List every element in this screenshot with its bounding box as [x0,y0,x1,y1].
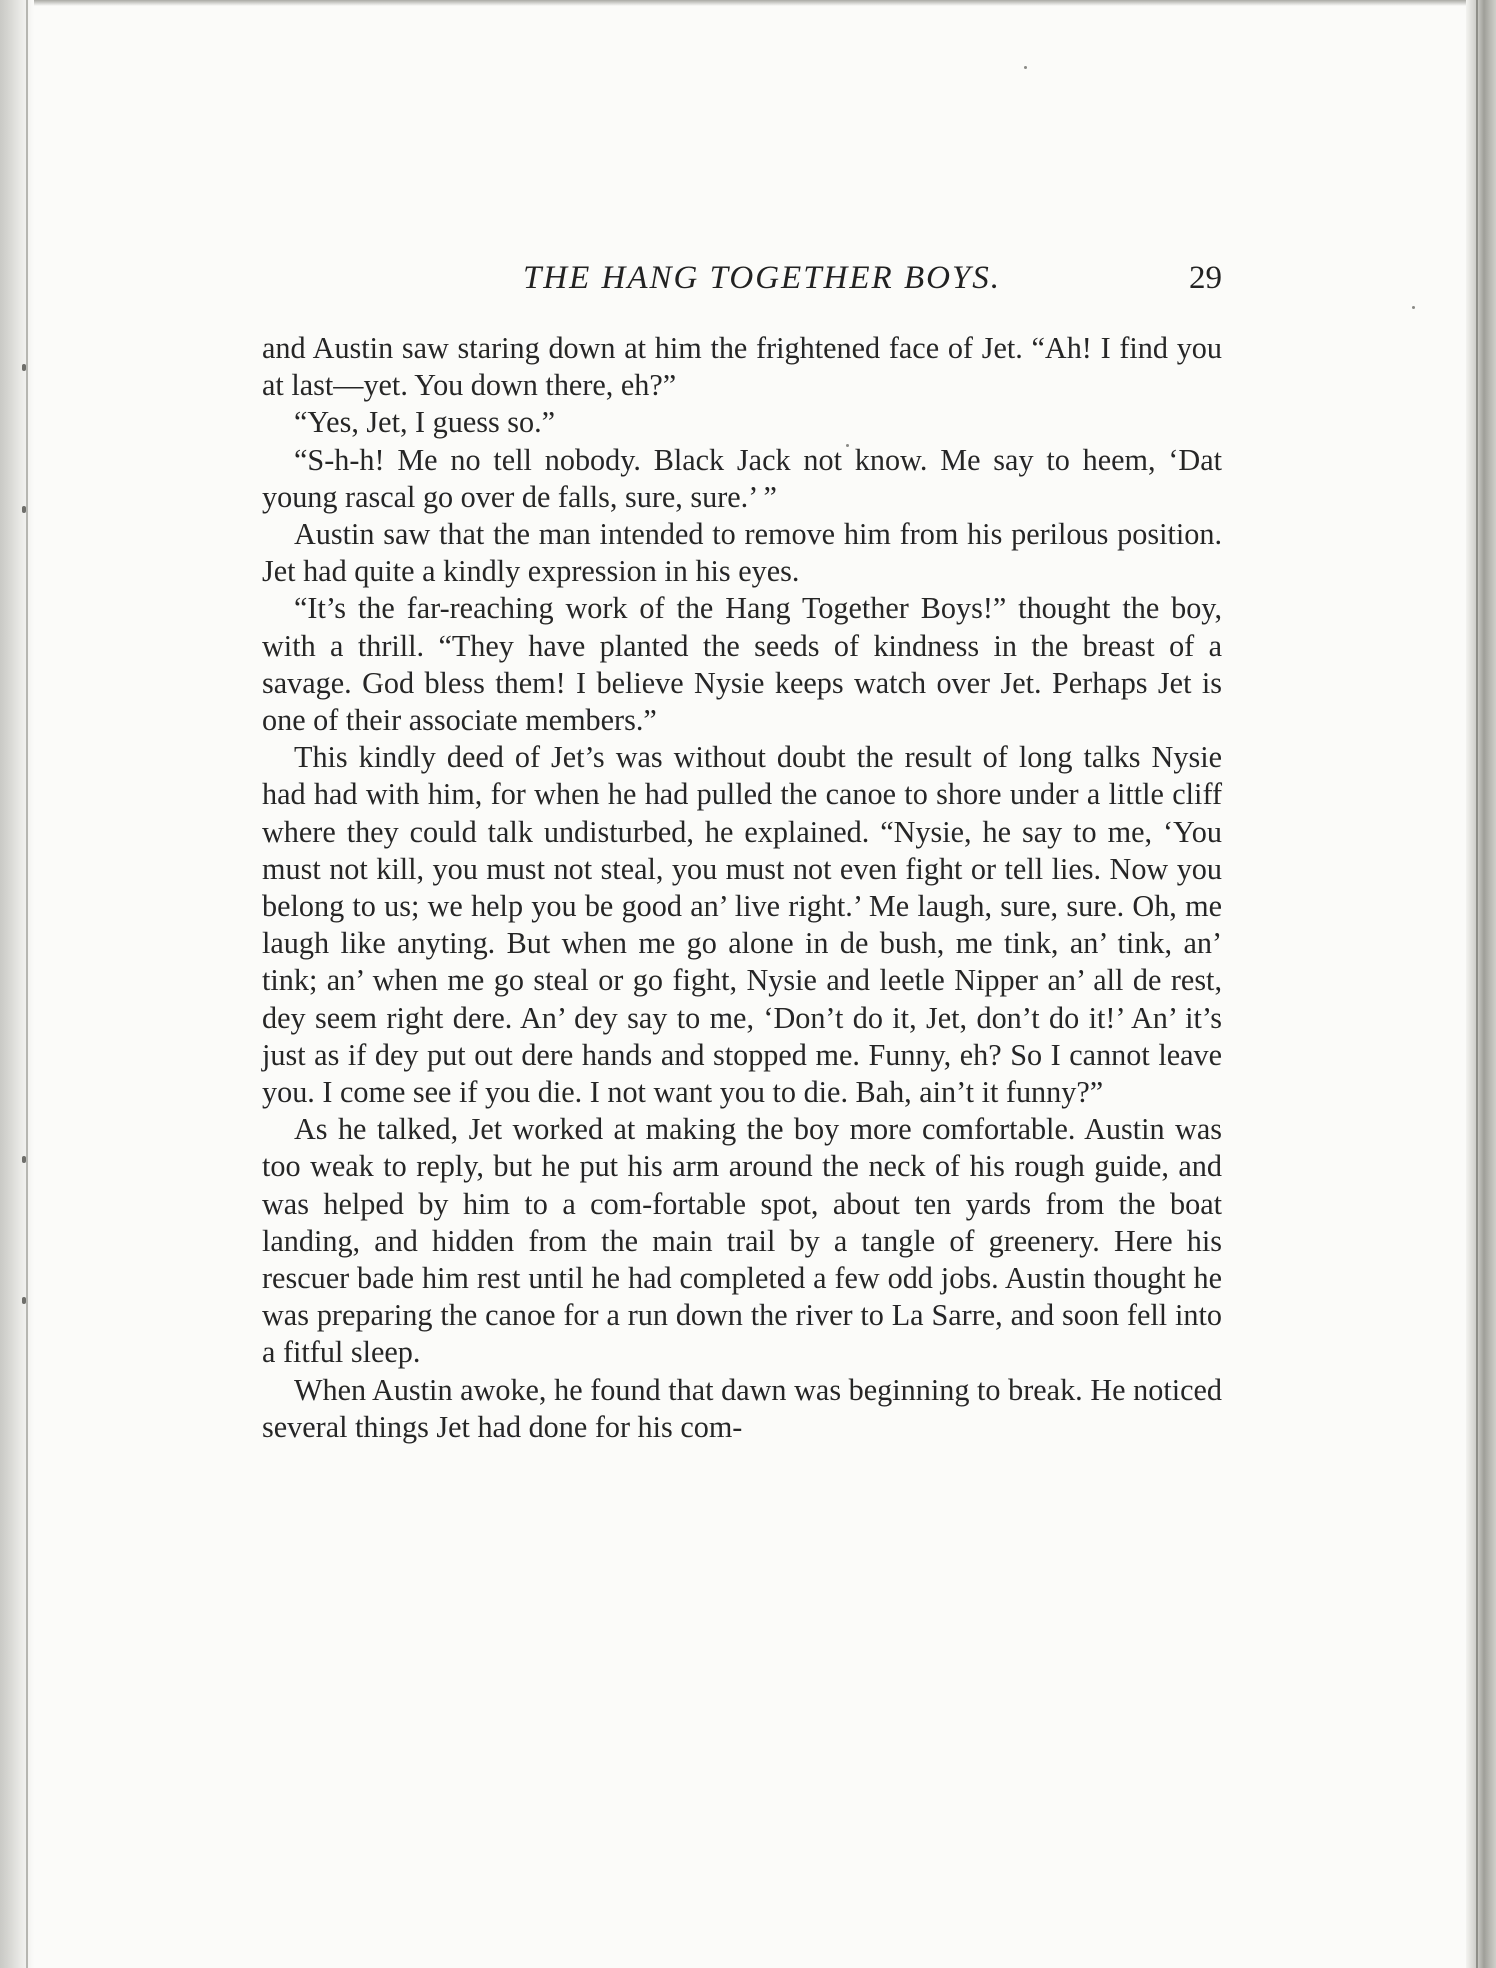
page-left-gutter-line [26,0,28,1968]
paragraph: As he talked, Jet worked at making the boy more comfortable. Austin was too weak to reply, but he put his arm around the neck of his rough guide, and was helped by him to a com-fortable spot, about ten yards from the boat landing, and hidden from the main trail by a tangle of greenery. Here his rescuer bade him rest until he had completed a few odd jobs. Austin thought he was preparing the canoe for a run down the river to La Sarre, and soon fell into a fitful sleep. [262,1112,1222,1370]
scan-speck [1024,66,1027,69]
running-header [262,260,1222,304]
paragraph: This kindly deed of Jet’s was without doubt the result of long talks Nysie had had with him, for when he had pulled the canoe to shore under a little cliff where they could talk undisturbed, he explained. “Nysie, he say to me, ‘You must not kill, you must not steal, you must not even fight or tell lies. Now you belong to us; we help you be good an’ live right.’ Me laugh, sure, sure. Oh, me laugh like anyting. But when me go alone in de bush, me tink, an’ tink, an’ tink; an’ when me go steal or go fight, Nysie and leetle Nipper an’ all de rest, dey seem right dere. An’ dey say to me, ‘Don’t do it, Jet, don’t do it!’ An’ it’s just as if dey put out dere hands and stopped me. Funny, eh? So I cannot leave you. I come see if you die. I not want you to die. Bah, ain’t it funny?” [262,740,1222,1110]
page-left-edge [0,0,34,1968]
paragraph: Austin saw that the man intended to remove him from his perilous position. Jet had quite a kindly expression in his eyes. [262,517,1222,589]
page-number: 29 [1189,260,1222,296]
page-right-gutter-line [1476,0,1478,1968]
paragraph: When Austin awoke, he found that dawn was beginning to break. He noticed several things Jet had done for his com- [262,1372,1222,1444]
page-right-edge [1466,0,1496,1968]
margin-mark [22,1297,26,1304]
margin-mark [22,506,26,513]
paragraph: and Austin saw staring down at him the frightened face of Jet. “Ah! I find you at last—yet. You down there, eh?” [262,331,1222,403]
paragraph: “Yes, Jet, I guess so.” [294,405,556,440]
margin-mark [22,1156,26,1163]
running-title: THE HANG TOGETHER BOYS. [522,260,1002,296]
page-top-edge [0,0,1496,6]
paragraph: “It’s the far-reaching work of the Hang Together Boys!” thought the boy, with a thrill. “They have planted the seeds of kindness in the breast of a savage. God bless them! I believe Nysie keeps watch over Jet. Perhaps Jet is one of their associate members.” [262,591,1222,738]
paragraph: “S-h-h! Me no tell nobody. Black Jack not know. Me say to heem, ‘Dat young rascal go over de falls, sure, sure.’ ” [262,442,1222,514]
margin-mark [22,364,26,371]
scan-speck [1412,306,1415,309]
body-text [262,330,1222,1446]
